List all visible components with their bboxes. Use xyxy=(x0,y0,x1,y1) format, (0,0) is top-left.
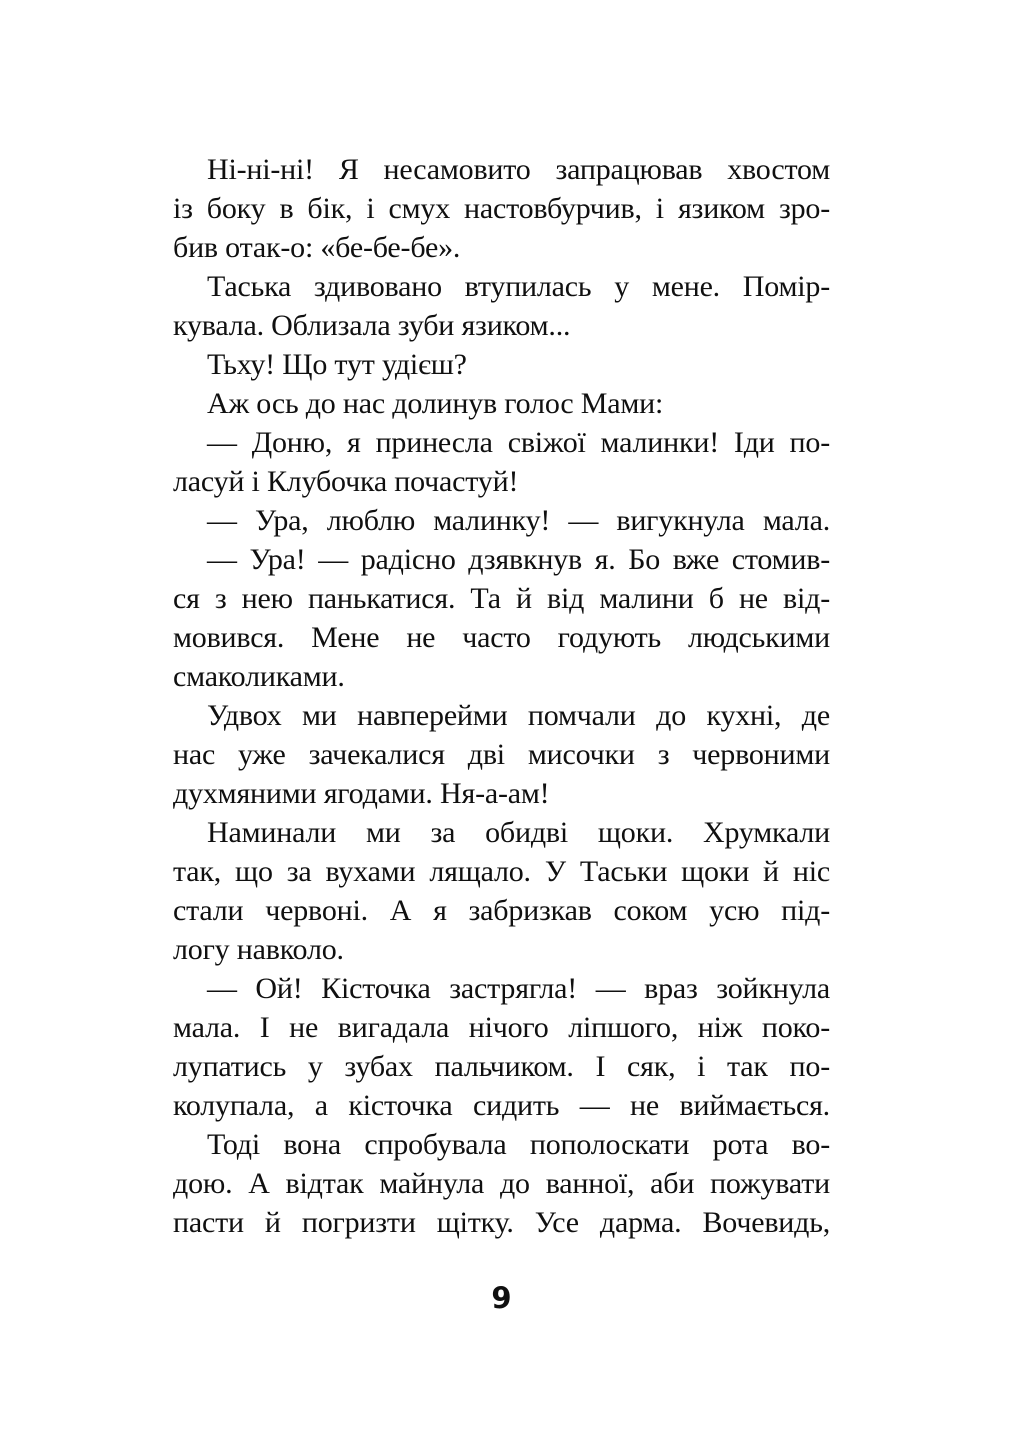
text-line: кувала. Облизала зуби язиком... xyxy=(173,309,571,342)
text-line: ся з нею панькатися. Та й від малини б не від- xyxy=(173,582,830,615)
text-line: із боку в бік, і смух настовбурчив, і язиком зро- xyxy=(173,192,830,225)
text-line: ласуй і Клубочка почастуй! xyxy=(173,465,519,498)
text-line: Ні-ні-ні! Я несамовито запрацював хвостом xyxy=(207,153,830,186)
text-line: Удвох ми навперейми помчали до кухні, де xyxy=(207,699,830,732)
text-line: лупатись у зубах пальчиком. І сяк, і так по- xyxy=(173,1050,830,1083)
text-line: мала. І не вигадала нічого ліпшого, ніж поко- xyxy=(173,1011,830,1044)
text-line: дою. А відтак майнула до ванної, аби пожувати xyxy=(173,1167,830,1200)
text-line: стали червоні. А я забризкав соком усю під- xyxy=(173,894,830,927)
page-number: 9 xyxy=(491,1281,512,1315)
text-line: смаколиками. xyxy=(173,660,345,693)
text-line: бив отак-о: «бе-бе-бе». xyxy=(173,231,461,264)
text-line: Аж ось до нас долинув голос Мами: xyxy=(207,387,664,420)
text-line: Тьху! Що тут удієш? xyxy=(207,348,467,381)
text-line: так, що за вухами лящало. У Таськи щоки й ніс xyxy=(173,855,830,888)
text-line: колупала, а кісточка сидить — не виймається. xyxy=(173,1089,830,1122)
text-line: духмяними ягодами. Ня-а-ам! xyxy=(173,777,550,810)
text-line: логу навколо. xyxy=(173,933,344,966)
text-line: Тоді вона спробувала пополоскати рота во- xyxy=(207,1128,830,1161)
text-line: — Ой! Кісточка застрягла! — враз зойкнула xyxy=(207,972,830,1005)
text-line: — Ура, люблю малинку! — вигукнула мала. xyxy=(207,504,830,537)
text-line: нас уже зачекалися дві мисочки з червоними xyxy=(173,738,830,771)
text-line: пасти й погризти щітку. Усе дарма. Вочевидь, xyxy=(173,1206,830,1239)
text-line: Таська здивовано втупилась у мене. Помір- xyxy=(207,270,830,303)
text-line: — Ура! — радісно дзявкнув я. Бо вже стомив- xyxy=(207,543,830,576)
page-text xyxy=(173,150,830,1242)
text-line: мовився. Мене не часто годують людськими xyxy=(173,621,830,654)
text-line: — Доню, я принесла свіжої малинки! Іди по- xyxy=(207,426,830,459)
text-line: Наминали ми за обидві щоки. Хрумкали xyxy=(207,816,830,849)
